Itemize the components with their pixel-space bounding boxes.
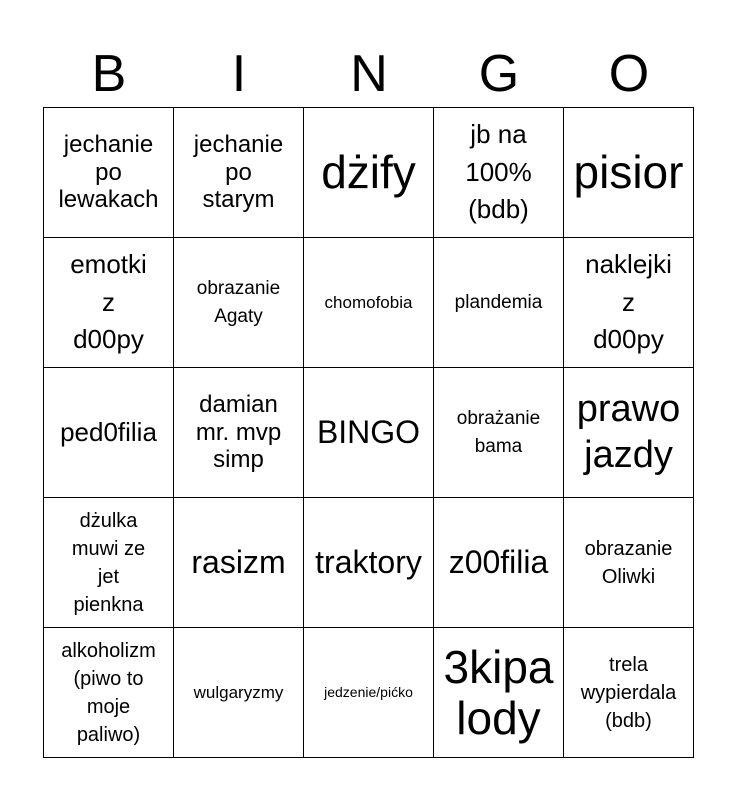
bingo-cell-r4c2[interactable]: rasizm bbox=[174, 498, 304, 628]
bingo-cell-r1c1[interactable]: jechanie po lewakach bbox=[44, 108, 174, 238]
bingo-cell-r4c5[interactable]: obrazanie Oliwki bbox=[564, 498, 694, 628]
header-letter-i: I bbox=[231, 45, 247, 103]
bingo-free-space[interactable]: BINGO bbox=[304, 368, 434, 498]
header-letter-n: N bbox=[350, 45, 388, 103]
bingo-cell-r3c4[interactable]: obrażanie bama bbox=[434, 368, 564, 498]
header-letter-g: G bbox=[478, 45, 520, 103]
bingo-cell-r5c1[interactable]: alkoholizm (piwo to moje paliwo) bbox=[44, 628, 174, 758]
bingo-cell-r4c4[interactable]: z00filia bbox=[434, 498, 564, 628]
bingo-cell-r2c1[interactable]: emotki z d00py bbox=[44, 238, 174, 368]
bingo-cell-r1c4[interactable]: jb na 100% (bdb) bbox=[434, 108, 564, 238]
header-letter-o: O bbox=[608, 45, 650, 103]
bingo-cell-r1c2[interactable]: jechanie po starym bbox=[174, 108, 304, 238]
bingo-header bbox=[44, 40, 694, 108]
bingo-cell-r2c4[interactable]: plandemia bbox=[434, 238, 564, 368]
bingo-cell-r3c5[interactable]: prawo jazdy bbox=[564, 368, 694, 498]
bingo-cell-r2c5[interactable]: naklejki z d00py bbox=[564, 238, 694, 368]
bingo-cell-r2c2[interactable]: obrazanie Agaty bbox=[174, 238, 304, 368]
bingo-cell-r4c3[interactable]: traktory bbox=[304, 498, 434, 628]
bingo-cell-r1c3[interactable]: dżify bbox=[304, 108, 434, 238]
bingo-cell-r5c2[interactable]: wulgaryzmy bbox=[174, 628, 304, 758]
bingo-cell-r5c4[interactable]: 3kipa lody bbox=[434, 628, 564, 758]
bingo-cell-r3c1[interactable]: ped0filia bbox=[44, 368, 174, 498]
bingo-cell-r2c3[interactable]: chomofobia bbox=[304, 238, 434, 368]
bingo-cell-r4c1[interactable]: dżulka muwi ze jet pienkna bbox=[44, 498, 174, 628]
bingo-card-grid bbox=[43, 107, 694, 758]
bingo-cell-r5c5[interactable]: trela wypierdala (bdb) bbox=[564, 628, 694, 758]
header-letter-b: B bbox=[91, 45, 127, 103]
bingo-cell-r5c3[interactable]: jedzenie/pićko bbox=[304, 628, 434, 758]
bingo-cell-r3c2[interactable]: damian mr. mvp simp bbox=[174, 368, 304, 498]
bingo-cell-r1c5[interactable]: pisior bbox=[564, 108, 694, 238]
